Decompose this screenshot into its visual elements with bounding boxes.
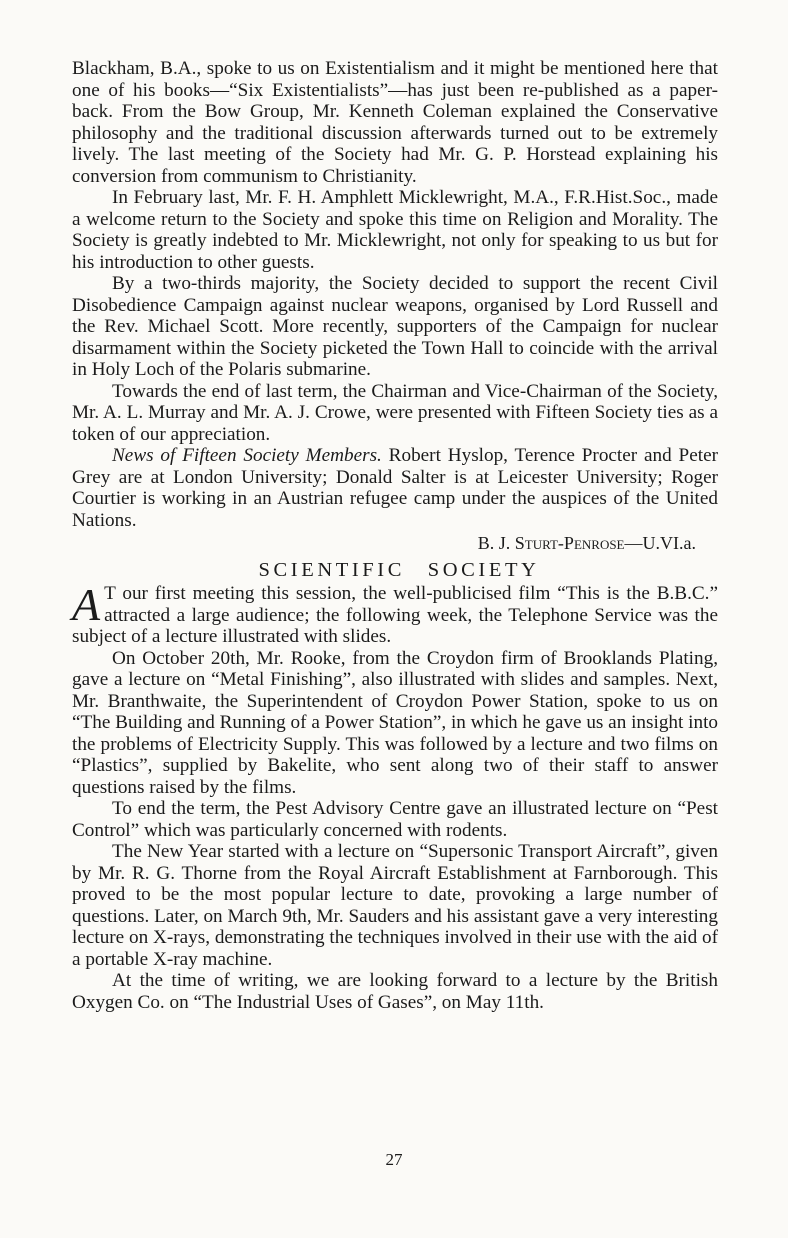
page-number: 27 bbox=[385, 1150, 403, 1169]
signature-form: —U.VI.a. bbox=[624, 533, 696, 553]
paragraph-future-lecture: At the time of writing, we are looking forward to a lecture by the British Oxygen Co. on “The Industrial Uses of Gases”, on May 11th. bbox=[72, 970, 718, 1013]
first-meeting-text: T our first meeting this session, the well-publicised film “This is the B.B.C.” attracted a large audience; the following week, the Telephone Service was the subject of a lecture illustrated with slides. bbox=[72, 583, 718, 647]
signature-initials: B. J. bbox=[477, 533, 515, 553]
paragraph-news-members bbox=[72, 445, 718, 531]
paragraph-new-year: The New Year started with a lecture on “Supersonic Transport Aircraft”, given by Mr. R. G. Thorne from the Royal Aircraft Establishment at Farnborough. This proved to be the most popular lecture to date, provoking a large number of questions. Later, on March 9th, Mr. Sauders and his assistant gave a very interesting lecture on X-rays, demonstrating the techniques involved in their use with the aid of a portable X-ray machine. bbox=[72, 841, 718, 970]
news-text: Robert Hyslop, Terence Procter and Peter Grey are at London University; Donald Salter is at Leicester University; Roger Courtier is working in an Austrian refugee camp under the auspices of the United Nations. bbox=[72, 445, 718, 531]
paragraph-blackham: Blackham, B.A., spoke to us on Existentialism and it might be mentioned here that one of his books—“Six Existentialists”—has just been re-published as a paper-back. From the Bow Group, Mr. Kenneth Coleman explained the Conservative philosophy and the traditional discussion afterwards turned out to be extremely lively. The last meeting of the Society had Mr. G. P. Horstead explaining his conversion from communism to Christianity. bbox=[72, 58, 718, 187]
text-column bbox=[72, 58, 718, 1013]
paragraph-october-lectures: On October 20th, Mr. Rooke, from the Croydon firm of Brooklands Plating, gave a lecture on “Metal Finishing”, also illustrated with slides and samples. Next, Mr. Branthwaite, the Superintendent of Croydon Power Station, spoke to us on “The Building and Running of a Power Station”, in which he gave us an insight into the problems of Electricity Supply. This was followed by a lecture and two films on “Plastics”, supplied by Bakelite, who sent along two of their staff to answer questions raised by the films. bbox=[72, 647, 718, 798]
paragraph-pest-control: To end the term, the Pest Advisory Centre gave an illustrated lecture on “Pest Control” which was particularly concerned with rodents. bbox=[72, 798, 718, 841]
drop-cap: A bbox=[72, 579, 101, 630]
signature bbox=[72, 532, 718, 554]
news-heading: News of Fifteen Society Members. bbox=[112, 445, 382, 466]
section-title: SCIENTIFIC SOCIETY bbox=[258, 559, 540, 581]
signature-name: Sturt-Penrose bbox=[514, 533, 625, 553]
paragraph-civil-disobedience: By a two-thirds majority, the Society decided to support the recent Civil Disobedience Campaign against nuclear weapons, organised by Lord Russell and the Rev. Michael Scott. More recently, supporters of the Campaign for nuclear disarmament within the Society picketed the Town Hall to coincide with the arrival in Holy Loch of the Polaris submarine. bbox=[72, 273, 718, 380]
paragraph-first-meeting bbox=[72, 579, 718, 648]
paragraph-society-ties: Towards the end of last term, the Chairman and Vice-Chairman of the Society, Mr. A. L. Murray and Mr. A. J. Crowe, were presented with Fifteen Society ties as a token of our appreciation. bbox=[72, 380, 718, 445]
paragraph-micklewright: In February last, Mr. F. H. Amphlett Micklewright, M.A., F.R.Hist.Soc., made a welcome return to the Society and spoke this time on Religion and Morality. The Society is greatly indebted to Mr. Micklewright, not only for speaking to us but for his introduction to other guests. bbox=[72, 187, 718, 273]
